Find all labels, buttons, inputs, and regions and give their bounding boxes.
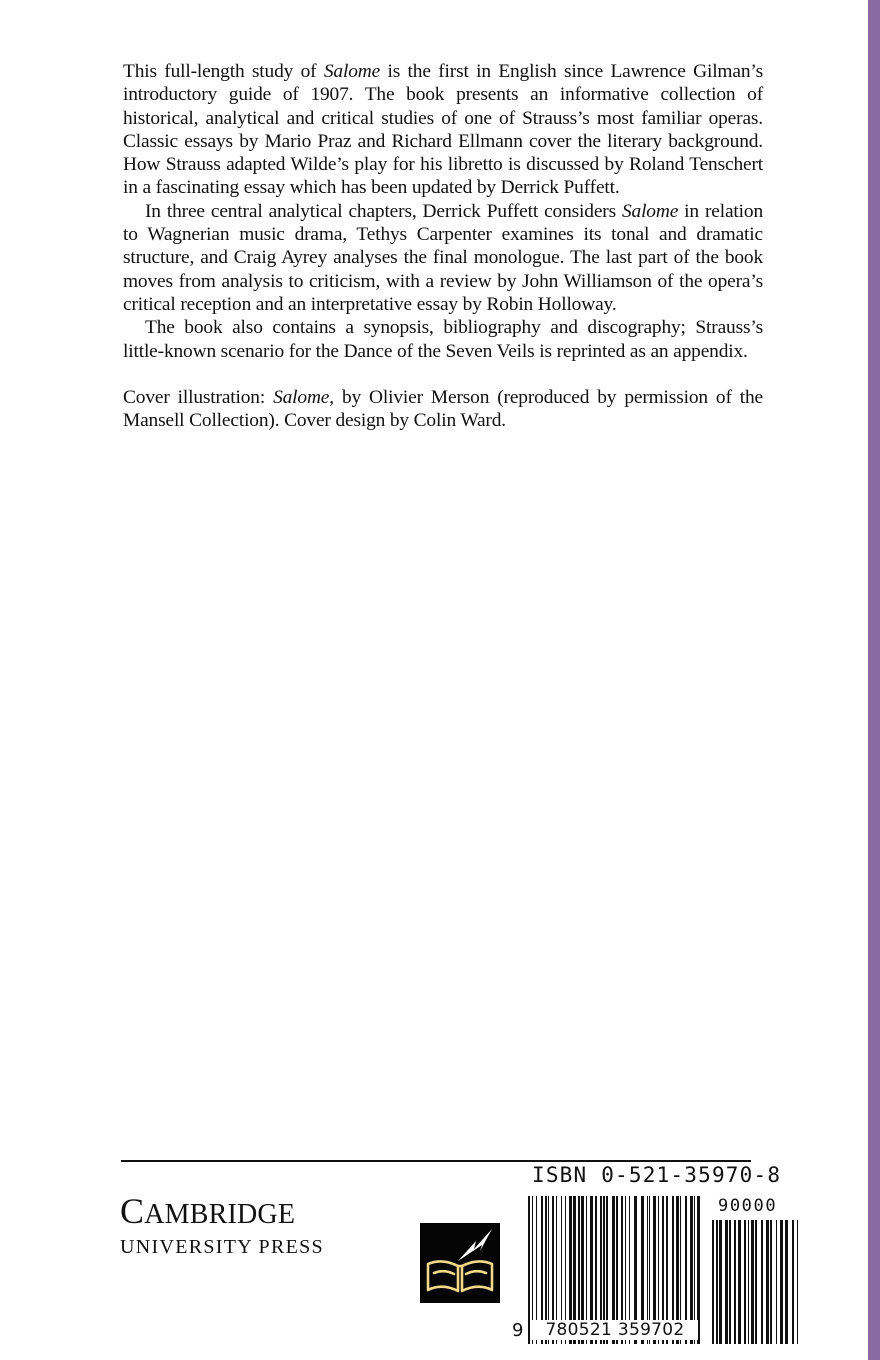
cover-credit: Cover illustration: Salome, by Olivier Merson (reproduced by permission of the Mansell Collection). Cover design by Colin Ward. [123,386,763,432]
back-cover-blurb [123,60,763,432]
barcode-bar [761,1220,763,1344]
barcode-bar [766,1220,769,1344]
barcode-bar [776,1220,777,1344]
barcode-bar [729,1220,731,1344]
barcode-bar [738,1220,741,1344]
barcode-bar [797,1220,798,1344]
barcode-bar [734,1220,736,1344]
publisher-subline: UNIVERSITY PRESS [120,1236,324,1258]
book-title: Salome [323,61,381,82]
barcode-bar [725,1220,728,1344]
spine-edge-strip [868,0,880,1360]
barcode-bar [719,1220,722,1344]
barcode-bar [712,1220,714,1344]
book-title: Salome [273,386,330,408]
isbn-number: ISBN 0-521-35970-8 [532,1163,782,1187]
ean-digits: 780521 359702 [532,1320,698,1340]
barcode-bar [748,1220,749,1344]
barcode-bar [792,1220,794,1344]
barcode-bar [780,1220,783,1344]
open-book-lightning-icon [420,1223,500,1303]
divider-rule [121,1160,751,1162]
barcode-bar [751,1220,754,1344]
blurb-paragraph-1: This full-length study of Salome is the first in English since Lawrence Gilman’s introductory guide of 1907. The book presents an informative collection of historical, analytical and critical studies of one of Strauss’s most familiar operas. Classic essays by Mario Praz and Richard Ellmann cover the literary background. How Strauss adapted Wilde’s play for his libretto is discussed by Roland Tenschert in a fascinating essay which has been updated by Derrick Puffett. [123,61,763,199]
barcode-bar [744,1220,746,1344]
barcode-bar [528,1196,530,1344]
barcode-bar [755,1220,757,1344]
blurb-paragraph-2: In three central analytical chapters, Derrick Puffett considers Salome in relation to Wagnerian music drama, Tethys Carpenter examines its tonal and dramatic structure, and Craig Ayrey analyses the final monologue. The last part of the book moves from analysis to criticism, with a review by John Williamson of the opera’s critical reception and an interpretative essay by Robin Holloway. [123,200,763,315]
blurb-paragraph-3: The book also contains a synopsis, bibliography and discography; Strauss’s little-known scenario for the Dance of the Seven Veils is reprinted as an appendix. [123,317,763,362]
barcode-bar [770,1220,772,1344]
publisher-emblem [420,1223,500,1303]
barcode-bar [785,1220,788,1344]
publisher-name: CAMBRIDGE [120,1191,296,1231]
ean-lead-digit: 9 [512,1320,524,1341]
price-addon-digits: 90000 [718,1196,778,1216]
barcode-bar [716,1220,718,1344]
publisher-logo [120,1192,380,1259]
price-addon-barcode [712,1220,798,1344]
book-title: Salome [621,200,679,222]
